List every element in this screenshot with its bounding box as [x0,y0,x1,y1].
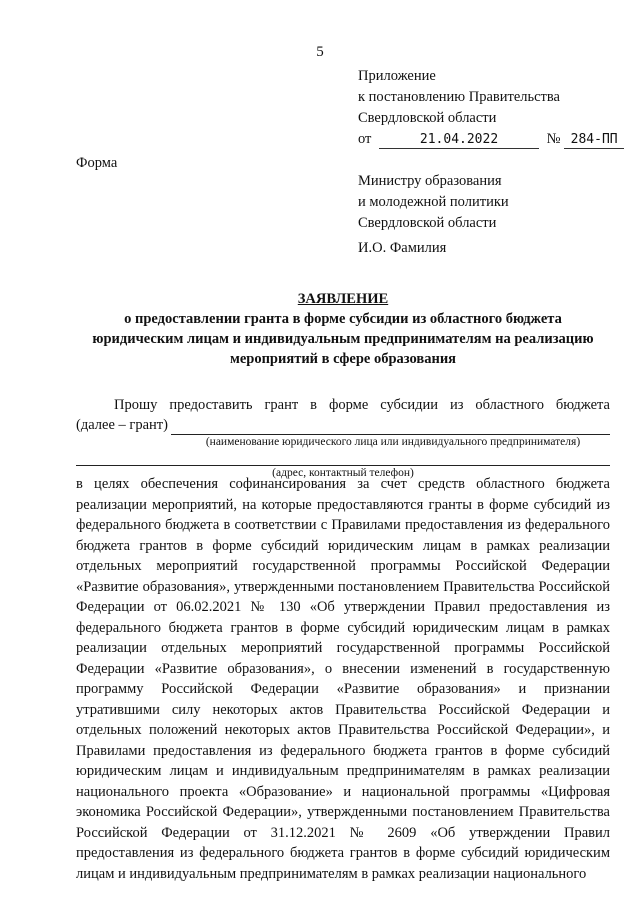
number-label: № [546,131,561,147]
applicant-name-hint: (наименование юридического лица или индивидуального предпринимателя) [205,436,581,448]
title-heading: ЗАЯВЛЕНИЕ [297,291,389,307]
addressee-line: Свердловской области [358,215,497,231]
addressee-line: Министру образования [358,173,502,189]
form-label: Форма [76,155,118,171]
from-label: от [358,131,372,147]
document-title [76,289,610,369]
title-line: юридическим лицам и индивидуальным предпринимателям на реализацию [92,331,594,347]
request-line: Прошу предоставить грант в форме субсидии из областного бюджета [114,397,610,413]
address-hint: (адрес, контактный телефон) [272,467,414,479]
annex-block [358,66,624,150]
applicant-name-row [76,415,610,435]
applicant-name-field[interactable] [171,419,610,435]
title-line: о предоставлении гранта в форме субсидии из областного бюджета [124,311,562,327]
title-line: мероприятий в сфере образования [229,351,457,367]
annex-line: к постановлению Правительства [358,89,560,105]
annex-line: Свердловской области [358,110,497,126]
body-paragraph: в целях обеспечения софинансирования за счет средств областного бюджета реализации мероприятий, на которые предоставляются гранты в форме субсидий из федерального бюджета в соответствии с Правилами предоставления из федерального бюджета грантов в форме субсидий юридическим лицам в рамках реализации отдельных мероприятий государственной программы Российской Федерации «Развитие образования», утвержденными постановлением Правительства Российской Федерации от 06.02.2021 № 130 «Об утверждении Правил предоставления из федерального бюджета грантов в форме субсидий юридическим лицам в рамках реализации отдельных мероприятий государственной программы Российской Федерации «Развитие образования», о внесении изменений в государственную программу Российской Федерации «Развитие образования» и признании утратившими силу некоторых актов Правительства Российской Федерации и отдельных положений некоторых актов Правительства Российской Федерации», и Правилами предоставления из федерального бюджета грантов в форме субсидий юридическим лицам и индивидуальным предпринимателям в рамках реализации национального проекта «Образование» и национальной программы «Цифровая экономика Российской Федерации», утвержденными постановлением Правительства Российской Федерации от 31.12.2021 № 2609 «Об утверждении Правил предоставления из федерального бюджета грантов в форме субсидий юридическим лицам и индивидуальным предпринимателям в рамках реализации национального [76,476,610,882]
address-field[interactable] [76,451,610,466]
annex-date-row [358,129,624,150]
annex-line: Приложение [358,68,436,84]
addressee-block [358,171,509,234]
resolution-date: 21.04.2022 [379,132,539,149]
addressee-name: И.О. Фамилия [358,240,447,256]
page-number: 5 [316,44,324,60]
addressee-line: и молодежной политики [358,194,509,210]
resolution-number: 284-ПП [564,132,624,149]
request-block [76,395,610,480]
grant-prefix: (далее – грант) [76,417,168,433]
